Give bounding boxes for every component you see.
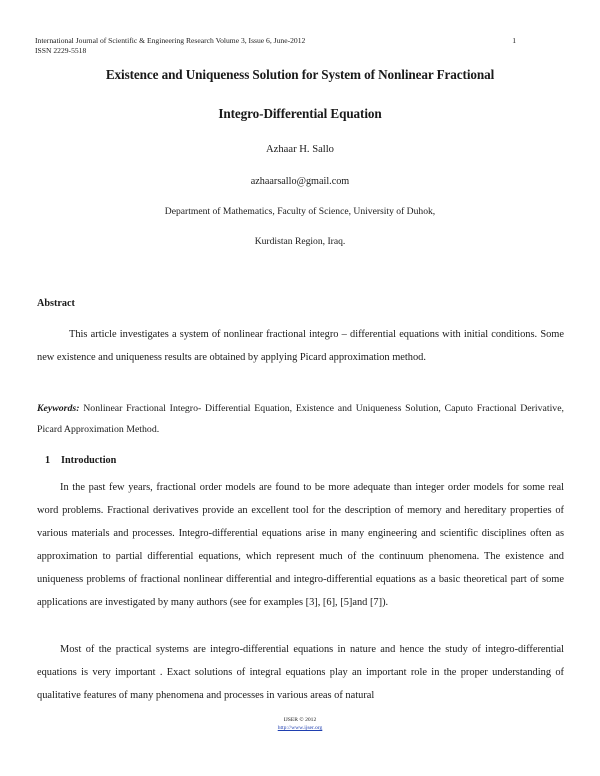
introduction-paragraph-2: Most of the practical systems are integro-differential equations in nature and hence the study of integro-differential equations is very important . Exact solutions of integral equations play an important role in the proper understanding of qualitative features of many phenomena and processes in various areas of natural (37, 644, 564, 701)
author-region: Kurdistan Region, Iraq. (254, 236, 346, 247)
author-email: azhaarsallo@gmail.com (250, 176, 350, 187)
footer-copyright: IJSER © 2012 (283, 717, 317, 723)
abstract-body: This article investigates a system of nonlinear fractional integro – differential equations with initial conditions. Some new existence and uniqueness results are obtained by applying Picard approximation method. (37, 329, 564, 363)
introduction-paragraph-1: In the past few years, fractional order models are found to be more adequate than integer order models for some real word problems. Fractional derivatives provide an excellent tool for the description of memory and hereditary properties of various materials and processes. Integro-differential equations arise in many engineering and scientific disciplines often as approximation to partial differential equations, which represent much of the continuum phenomena. The existence and uniqueness problems of fractional nonlinear differential and integro-differential equations as a basic theoretical part of some applications are investigated by many authors (see for examples [3], [6], [5]and [7]). (37, 482, 564, 608)
page-number: 1 (512, 36, 516, 45)
author-name: Azhaar H. Sallo (266, 144, 334, 155)
keywords-text: Nonlinear Fractional Integro- Differential Equation, Existence and Uniqueness Solution, Caputo Fractional Derivative, Picard Approximation Method. (37, 403, 564, 435)
paper-title-line-2: Integro-Differential Equation (218, 106, 382, 121)
introduction-heading (45, 455, 116, 466)
paper-title-line-1: Existence and Uniqueness Solution for System of Nonlinear Fractional (105, 67, 495, 82)
author-department: Department of Mathematics, Faculty of Science, University of Duhok, (164, 206, 436, 217)
abstract-heading: Abstract (37, 298, 75, 309)
journal-line: International Journal of Scientific & Engineering Research Volume 3, Issue 6, June-2012 (35, 36, 306, 45)
issn-line: ISSN 2229-5518 (35, 45, 87, 55)
keywords (37, 398, 564, 440)
keywords-label: Keywords: (37, 403, 80, 414)
section-title: Introduction (61, 455, 117, 466)
running-header (35, 36, 305, 55)
section-number: 1 (45, 455, 51, 466)
footer-link[interactable]: http://www.ijser.org (277, 725, 323, 731)
page-footer (0, 716, 600, 732)
